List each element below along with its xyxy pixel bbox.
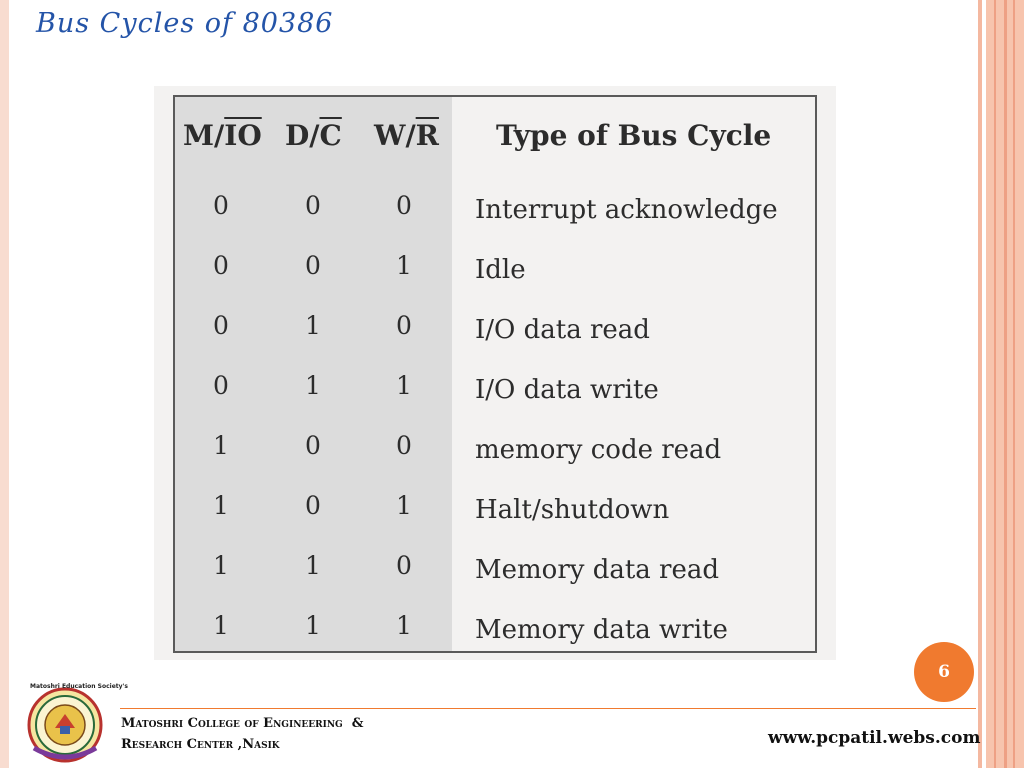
bus-cycle-table	[173, 95, 817, 653]
header-w-r: $W/\overline{R}$	[374, 119, 439, 152]
cell-dc: 1	[305, 371, 321, 400]
cell-mio: 0	[213, 191, 229, 220]
cell-type: Idle	[475, 255, 526, 285]
cell-dc: 0	[305, 431, 321, 460]
cell-dc: 1	[305, 611, 321, 640]
slide-title: Bus Cycles of 80386	[36, 8, 334, 39]
cell-dc: 0	[305, 491, 321, 520]
header-type-of-bus-cycle: Type of Bus Cycle	[496, 119, 772, 152]
cell-dc: 1	[305, 311, 321, 340]
cell-mio: 0	[213, 251, 229, 280]
college-name-line-1: Matoshri College of Engineering &	[121, 716, 364, 731]
cell-type: memory code read	[475, 435, 722, 465]
cell-wr: 0	[396, 191, 412, 220]
cell-type: Memory data read	[475, 555, 720, 585]
cell-wr: 1	[396, 491, 412, 520]
cell-mio: 1	[213, 491, 229, 520]
right-stripe-line-3	[1013, 0, 1015, 768]
cell-dc: 0	[305, 191, 321, 220]
header-d-c: $D/\overline{C}$	[285, 119, 342, 152]
cell-wr: 0	[396, 311, 412, 340]
bus-cycle-table-image	[154, 86, 836, 660]
cell-wr: 0	[396, 431, 412, 460]
college-name	[121, 713, 364, 755]
cell-dc: 1	[305, 551, 321, 580]
cell-type: I/O data read	[475, 315, 650, 345]
cell-wr: 0	[396, 551, 412, 580]
right-stripe-line-1	[994, 0, 996, 768]
cell-type: I/O data write	[475, 375, 659, 405]
cell-type: Interrupt acknowledge	[475, 195, 778, 225]
cell-type: Halt/shutdown	[475, 495, 670, 525]
right-stripe-thin	[978, 0, 982, 768]
cell-mio: 1	[213, 551, 229, 580]
cell-wr: 1	[396, 251, 412, 280]
cell-wr: 1	[396, 611, 412, 640]
cell-type: Memory data write	[475, 615, 728, 645]
footer-divider	[120, 708, 976, 709]
cell-mio: 1	[213, 431, 229, 460]
right-stripe-line-2	[1004, 0, 1007, 768]
college-name-line-2: Research Center ,Nasik	[121, 737, 280, 752]
cell-mio: 1	[213, 611, 229, 640]
website-url: www.pcpatil.webs.com	[768, 728, 981, 748]
cell-mio: 0	[213, 371, 229, 400]
logo-caption: Matoshri Education Society's	[30, 683, 128, 690]
cell-dc: 0	[305, 251, 321, 280]
cell-mio: 0	[213, 311, 229, 340]
page-number-badge: 6	[914, 642, 974, 702]
college-logo	[24, 682, 106, 764]
header-m-io: $M/\overline{IO}$	[183, 119, 262, 152]
cell-wr: 1	[396, 371, 412, 400]
left-edge-decoration	[0, 0, 9, 768]
